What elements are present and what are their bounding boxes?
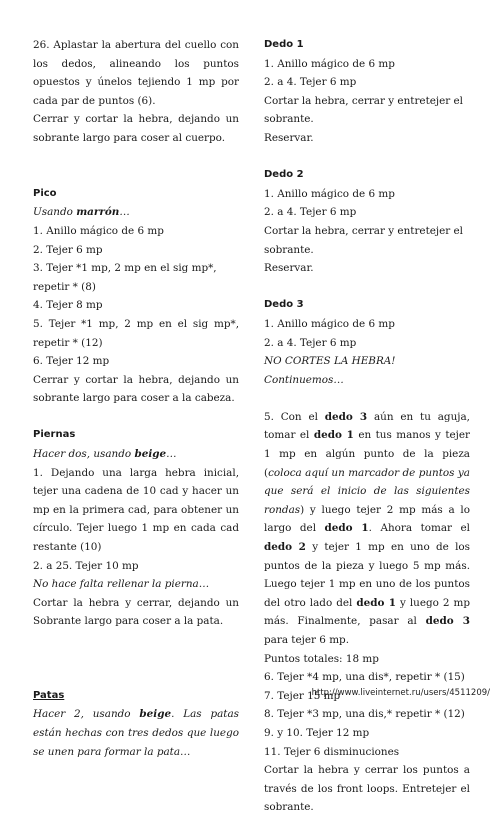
section-title-pico: Pico bbox=[33, 187, 57, 199]
pico-cut: Cerrar y cortar la hebra, dejando un sobrante largo para coser a la cabeza. bbox=[33, 373, 239, 405]
pico-round-6: 6. Tejer 12 mp bbox=[33, 355, 110, 368]
pico-round-1: 1. Anillo mágico de 6 mp bbox=[33, 224, 164, 237]
dedo3-round-1: 1. Anillo mágico de 6 mp bbox=[264, 317, 395, 330]
footer-url: http://www.liveinternet.ru/users/4511209/ bbox=[311, 688, 490, 698]
pico-round-4: 4. Tejer 8 mp bbox=[33, 299, 103, 312]
piernas-intro: Hacer dos, usando beige… bbox=[33, 448, 177, 461]
dedo1-round-1: 1. Anillo mágico de 6 mp bbox=[264, 57, 395, 70]
step-5-paragraph: 5. Con el dedo 3 aún en tu aguja, tomar el dedo 1 en tus manos y tejer 1 mp en algún punto de la pieza (coloca aquí un marcador de puntos ya que será el inicio de las siguientes rondas) y luego tejer 2 mp más a lo largo del dedo 1. Ahora tomar el dedo 2 y tejer 1 mp en uno de los puntos de la pieza y luego 5 mp más. Luego tejer 1 mp en uno de los puntos del otro lado del dedo 1 y luego 2 mp más. Finalmente, pasar al dedo 3 para tejer 6 mp. bbox=[264, 410, 471, 646]
section-title-dedo-3: Dedo 3 bbox=[264, 299, 304, 311]
piernas-round-1: 1. Dejando una larga hebra inicial, tejer una cadena de 10 cad y hacer un mp en la primera cad, para obtener un círculo. Tejer luego 1 mp en cada cad restante (10) bbox=[33, 466, 239, 554]
left-column bbox=[33, 36, 239, 761]
section-title-dedo-2: Dedo 2 bbox=[264, 169, 304, 181]
round-11: 11. Tejer 6 disminuciones bbox=[264, 745, 400, 758]
section-title-piernas: Piernas bbox=[33, 429, 76, 441]
patas-intro: Hacer 2, usando beige. Las patas están hechas con tres dedos que luego se unen para formar la pata… bbox=[33, 708, 239, 758]
round-6: 6. Tejer *4 mp, una dis*, repetir * (15) bbox=[264, 671, 465, 684]
dedo2-round-1: 1. Anillo mágico de 6 mp bbox=[264, 187, 395, 200]
section-title-dedo-1: Dedo 1 bbox=[264, 39, 304, 50]
dedo1-reserve: Reservar. bbox=[264, 131, 314, 144]
dedo2-round-2: 2. a 4. Tejer 6 mp bbox=[264, 206, 357, 219]
dedo2-cut: Cortar la hebra, cerrar y entretejer el sobrante. bbox=[264, 224, 464, 256]
dedo3-note: NO CORTES LA HEBRA! Continuemos… bbox=[264, 355, 396, 386]
total-stitches: Puntos totales: 18 mp bbox=[264, 652, 379, 665]
final-cut: Cortar la hebra y cerrar los puntos a través de los front loops. Entretejer el sobrante. bbox=[264, 764, 470, 814]
section-title-patas: Patas bbox=[33, 689, 65, 701]
piernas-note: No hace falta rellenar la pierna… bbox=[33, 578, 210, 591]
pico-round-5: 5. Tejer *1 mp, 2 mp en el sig mp*, repetir * (12) bbox=[33, 317, 239, 349]
dedo3-round-2: 2. a 4. Tejer 6 mp bbox=[264, 336, 357, 349]
pico-round-2: 2. Tejer 6 mp bbox=[33, 243, 103, 256]
pico-intro: Usando marrón… bbox=[33, 206, 130, 219]
round-8: 8. Tejer *3 mp, una dis,* repetir * (12) bbox=[264, 708, 465, 721]
step-26: 26. Aplastar la abertura del cuello con los dedos, alineando los puntos opuestos y únelos tejiendo 1 mp por cada par de puntos (6). bbox=[33, 39, 239, 107]
round-7: 7. Tejer 15 mp bbox=[264, 689, 341, 702]
pico-round-3: 3. Tejer *1 mp, 2 mp en el sig mp*, repetir * (8) bbox=[33, 262, 217, 293]
dedo1-cut: Cortar la hebra, cerrar y entretejer el sobrante. bbox=[264, 94, 464, 126]
piernas-cut: Cortar la hebra y cerrar, dejando un Sobrante largo para coser a la pata. bbox=[33, 596, 239, 628]
piernas-round-2: 2. a 25. Tejer 10 mp bbox=[33, 559, 139, 572]
dedo2-reserve: Reservar. bbox=[264, 262, 314, 275]
round-9-10: 9. y 10. Tejer 12 mp bbox=[264, 726, 370, 739]
cut-instruction: Cerrar y cortar la hebra, dejando un sobrante largo para coser al cuerpo. bbox=[33, 113, 239, 144]
dedo1-round-2: 2. a 4. Tejer 6 mp bbox=[264, 76, 357, 89]
